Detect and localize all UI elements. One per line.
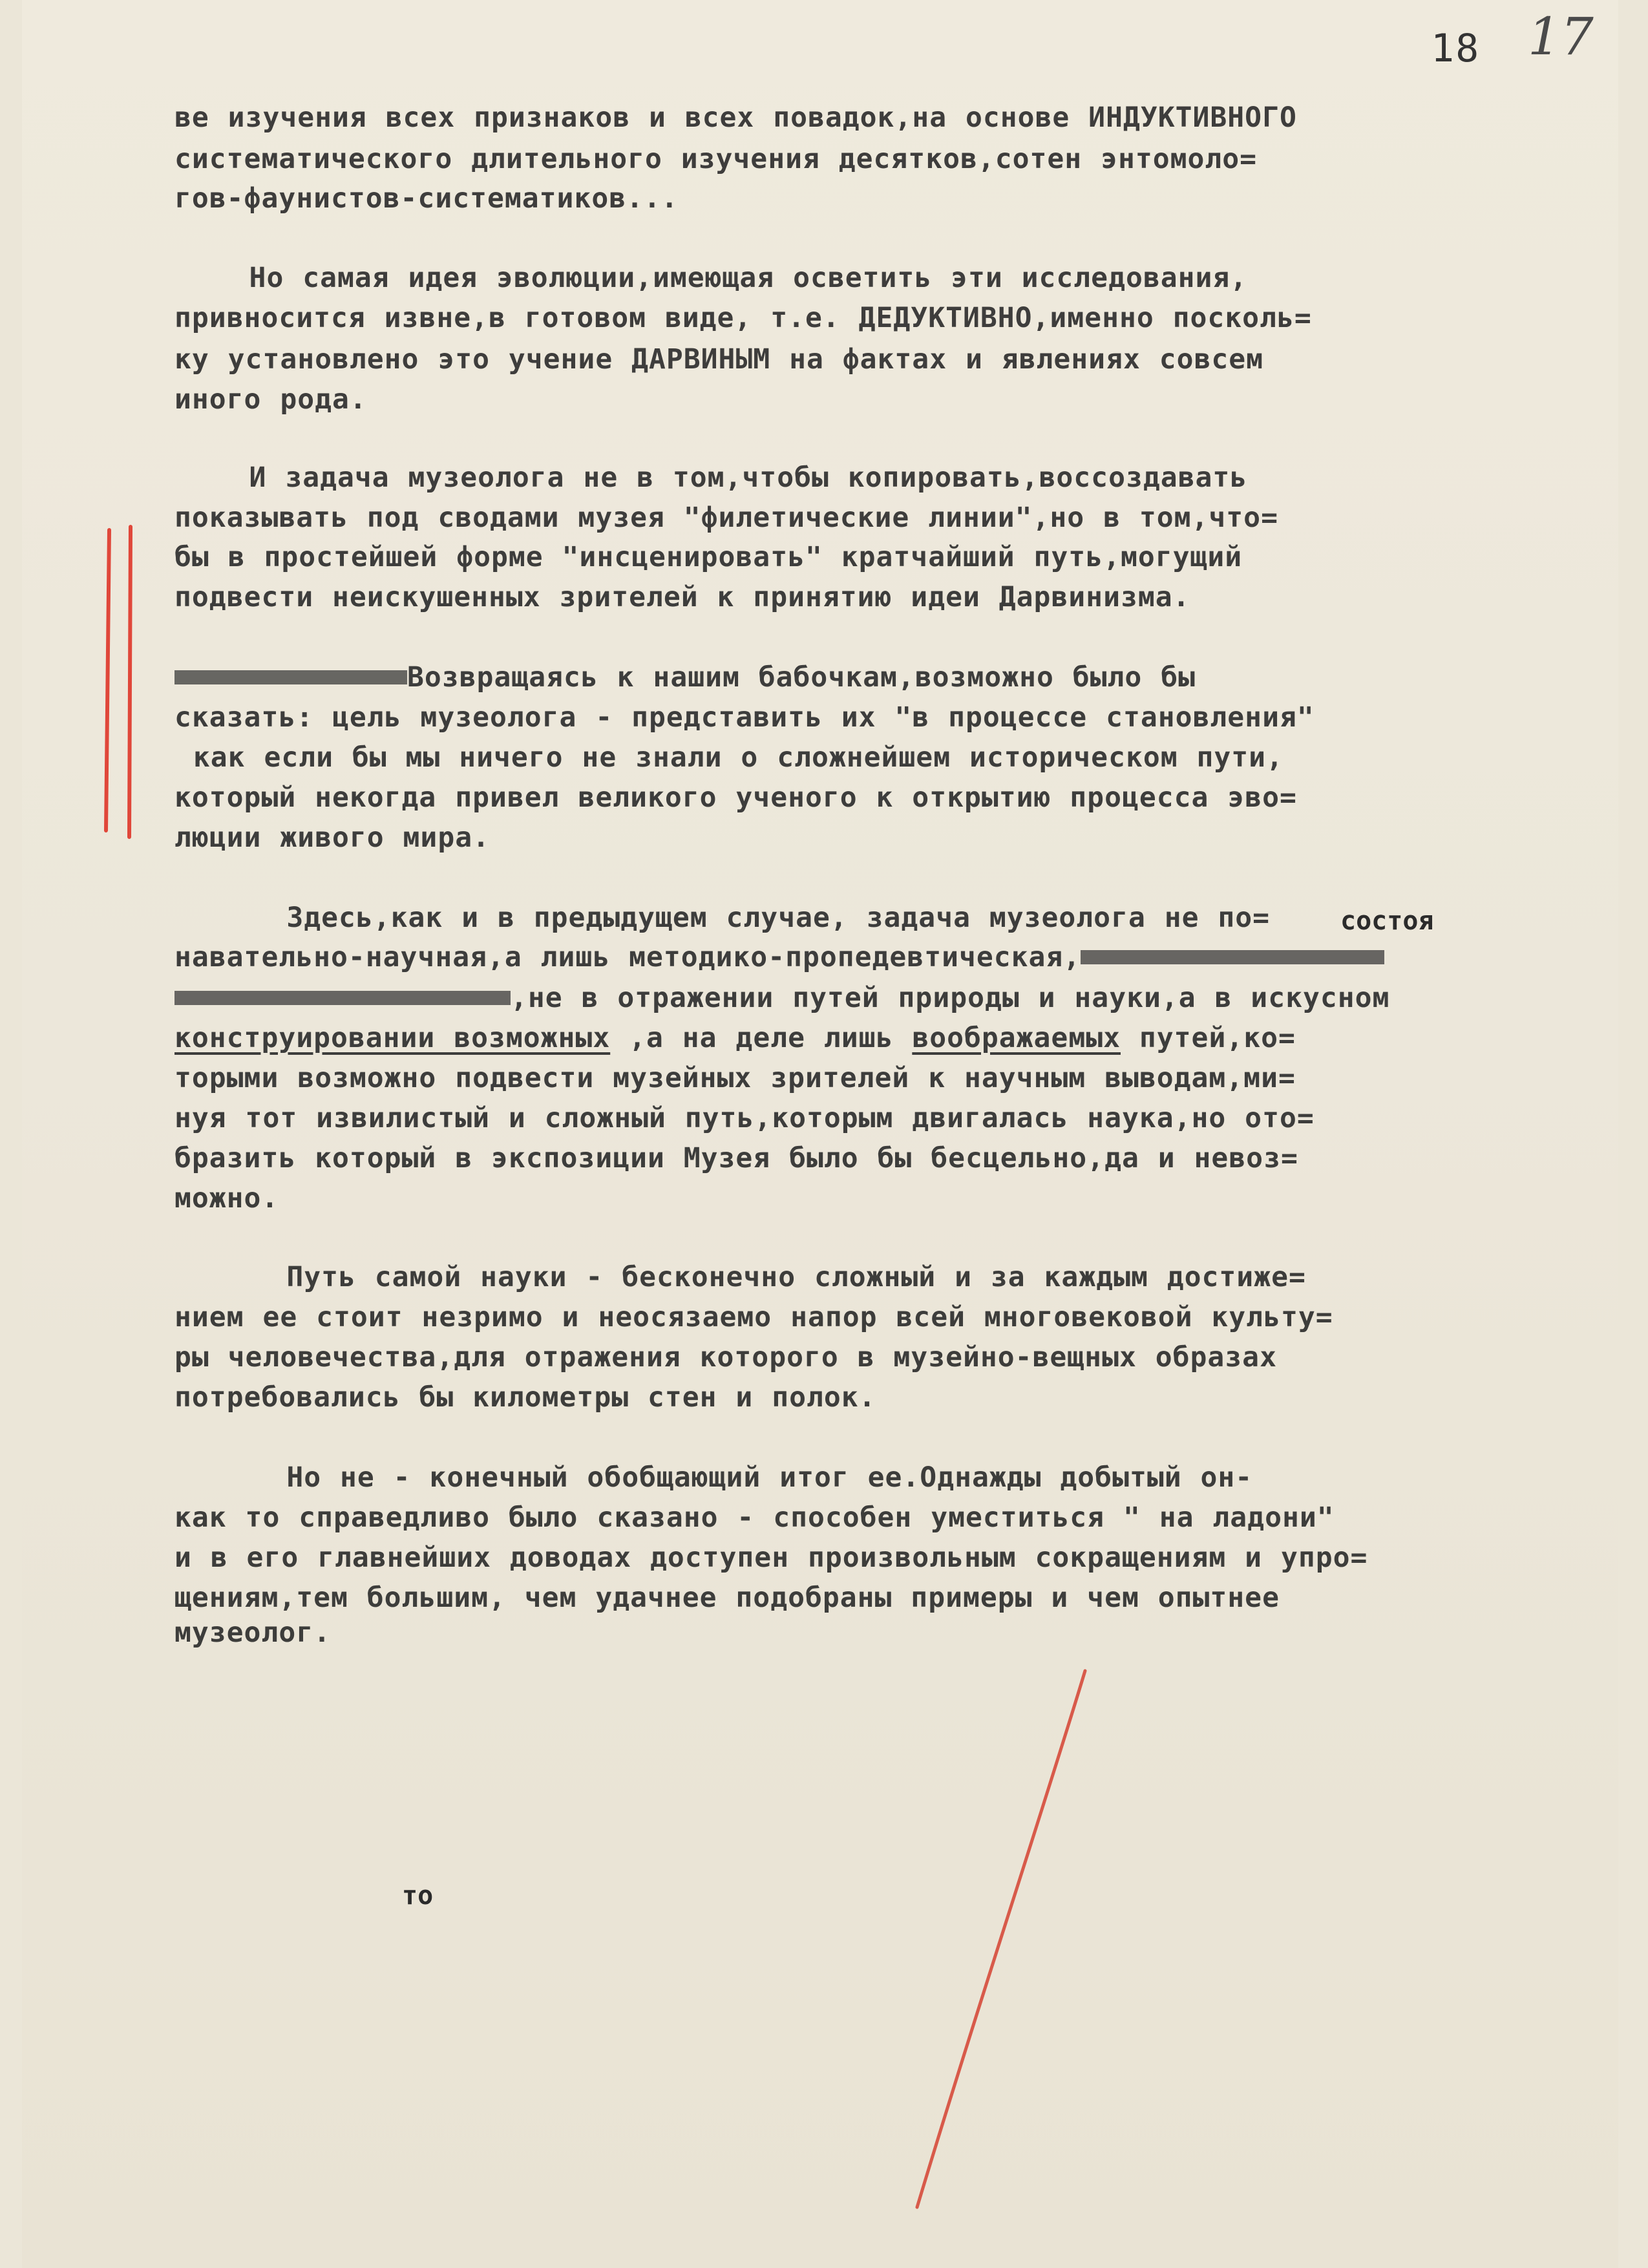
text-line-21: торыми возможно подвести музейных зрителей к научным выводам,ми= [174,1062,1296,1094]
text-line-9: показывать под сводами музея "филетические линии",но в том,что= [174,502,1278,534]
text-line-26: нием ее стоит незримо и неосязаемо напор всей многовековой культу= [174,1301,1333,1333]
text-line-12: Возвращаясь к нашим бабочкам,возможно было бы [174,658,1196,697]
underlined-phrase: конструировании возможных [174,1022,611,1054]
text-line-28: потребовались бы километры стен и полок. [174,1381,876,1414]
red-pencil-stroke [917,1671,1085,2207]
text-line-31: и в его главнейших доводах доступен произвольным сокращениям и упро= [174,1542,1368,1574]
text-line-33: музеолог. [174,1616,331,1649]
text-line-20: конструировании возможных ,а на деле лишь воображаемых путей,ко= [174,1022,1296,1054]
red-margin-line [129,527,131,837]
typed-insertion: состоя [1340,906,1434,936]
text-line-3: гов-фаунистов-систематиков... [174,182,679,215]
page-number: 18 [1431,26,1481,71]
text-line-4: Но самая идея эволюции,имеющая осветить эти исследования, [174,262,1248,294]
text-line-19: ,не в отражении путей природы и науки,а в искусном [174,979,1389,1017]
text-line-18: навательно-научная,а лишь методико-пропедевтическая, [174,938,1384,977]
red-margin-line [106,530,109,831]
text-line-6: ку установлено это учение ДАРВИНЫМ на фактах и явлениях совсем [174,343,1264,376]
underlined-word: воображаемых [912,1022,1121,1054]
text-line-32: щениям,тем большим, чем удачнее подобраны примеры и чем опытнее [174,1582,1280,1614]
text-line-27: ры человечества,для отражения которого в музейно-вещных образах [174,1341,1277,1373]
text-line-23: бразить который в экспозиции Музея было бы бесцельно,да и невоз= [174,1142,1298,1174]
text-line-22: нуя тот извилистый и сложный путь,которым двигалась наука,но ото= [174,1102,1315,1134]
text-line-7: иного рода. [174,383,367,416]
text-line-14: как если бы мы ничего не знали о сложнейшем историческом пути, [174,741,1284,774]
text-line-8: И задача музеолога не в том,чтобы копировать,воссоздавать [174,461,1248,494]
text-line-17: Здесь,как и в предыдущем случае, задача музеолога не по= [174,902,1271,934]
text-line-29: Но не - конечный обобщающий итог ее.Однажды добытый он- [174,1461,1253,1494]
text-line-16: люции живого мира. [174,821,490,854]
text-line-1: ве изучения всех признаков и всех повадок,на основе ИНДУКТИВНОГО [174,101,1297,134]
text-line-5: привносится извне,в готовом виде, т.е. ДЕДУКТИВНО,именно посколь= [174,302,1312,334]
text-line-24: можно. [174,1182,279,1214]
text-line-11: подвести неискушенных зрителей к принятию идеи Дарвинизма. [174,581,1190,613]
text-line-15: который некогда привел великого ученого к открытию процесса эво= [174,781,1297,814]
text-line-30: как то справедливо было сказано - способен уместиться " на ладони" [174,1501,1335,1534]
document-page [22,0,1618,2268]
text-line-2: систематического длительного изучения десятков,сотен энтомоло= [174,143,1258,175]
handwritten-page-number: 17 [1528,6,1594,67]
text-line-25: Путь самой науки - бесконечно сложный и за каждым достиже= [174,1261,1306,1293]
typed-insertion: то [402,1881,434,1911]
text-line-10: бы в простейшей форме "инсценировать" кратчайший путь,могущий [174,541,1243,573]
pencil-marks [22,0,1618,2268]
text-line-13: сказать: цель музеолога - представить их "в процессе становления" [174,701,1315,734]
